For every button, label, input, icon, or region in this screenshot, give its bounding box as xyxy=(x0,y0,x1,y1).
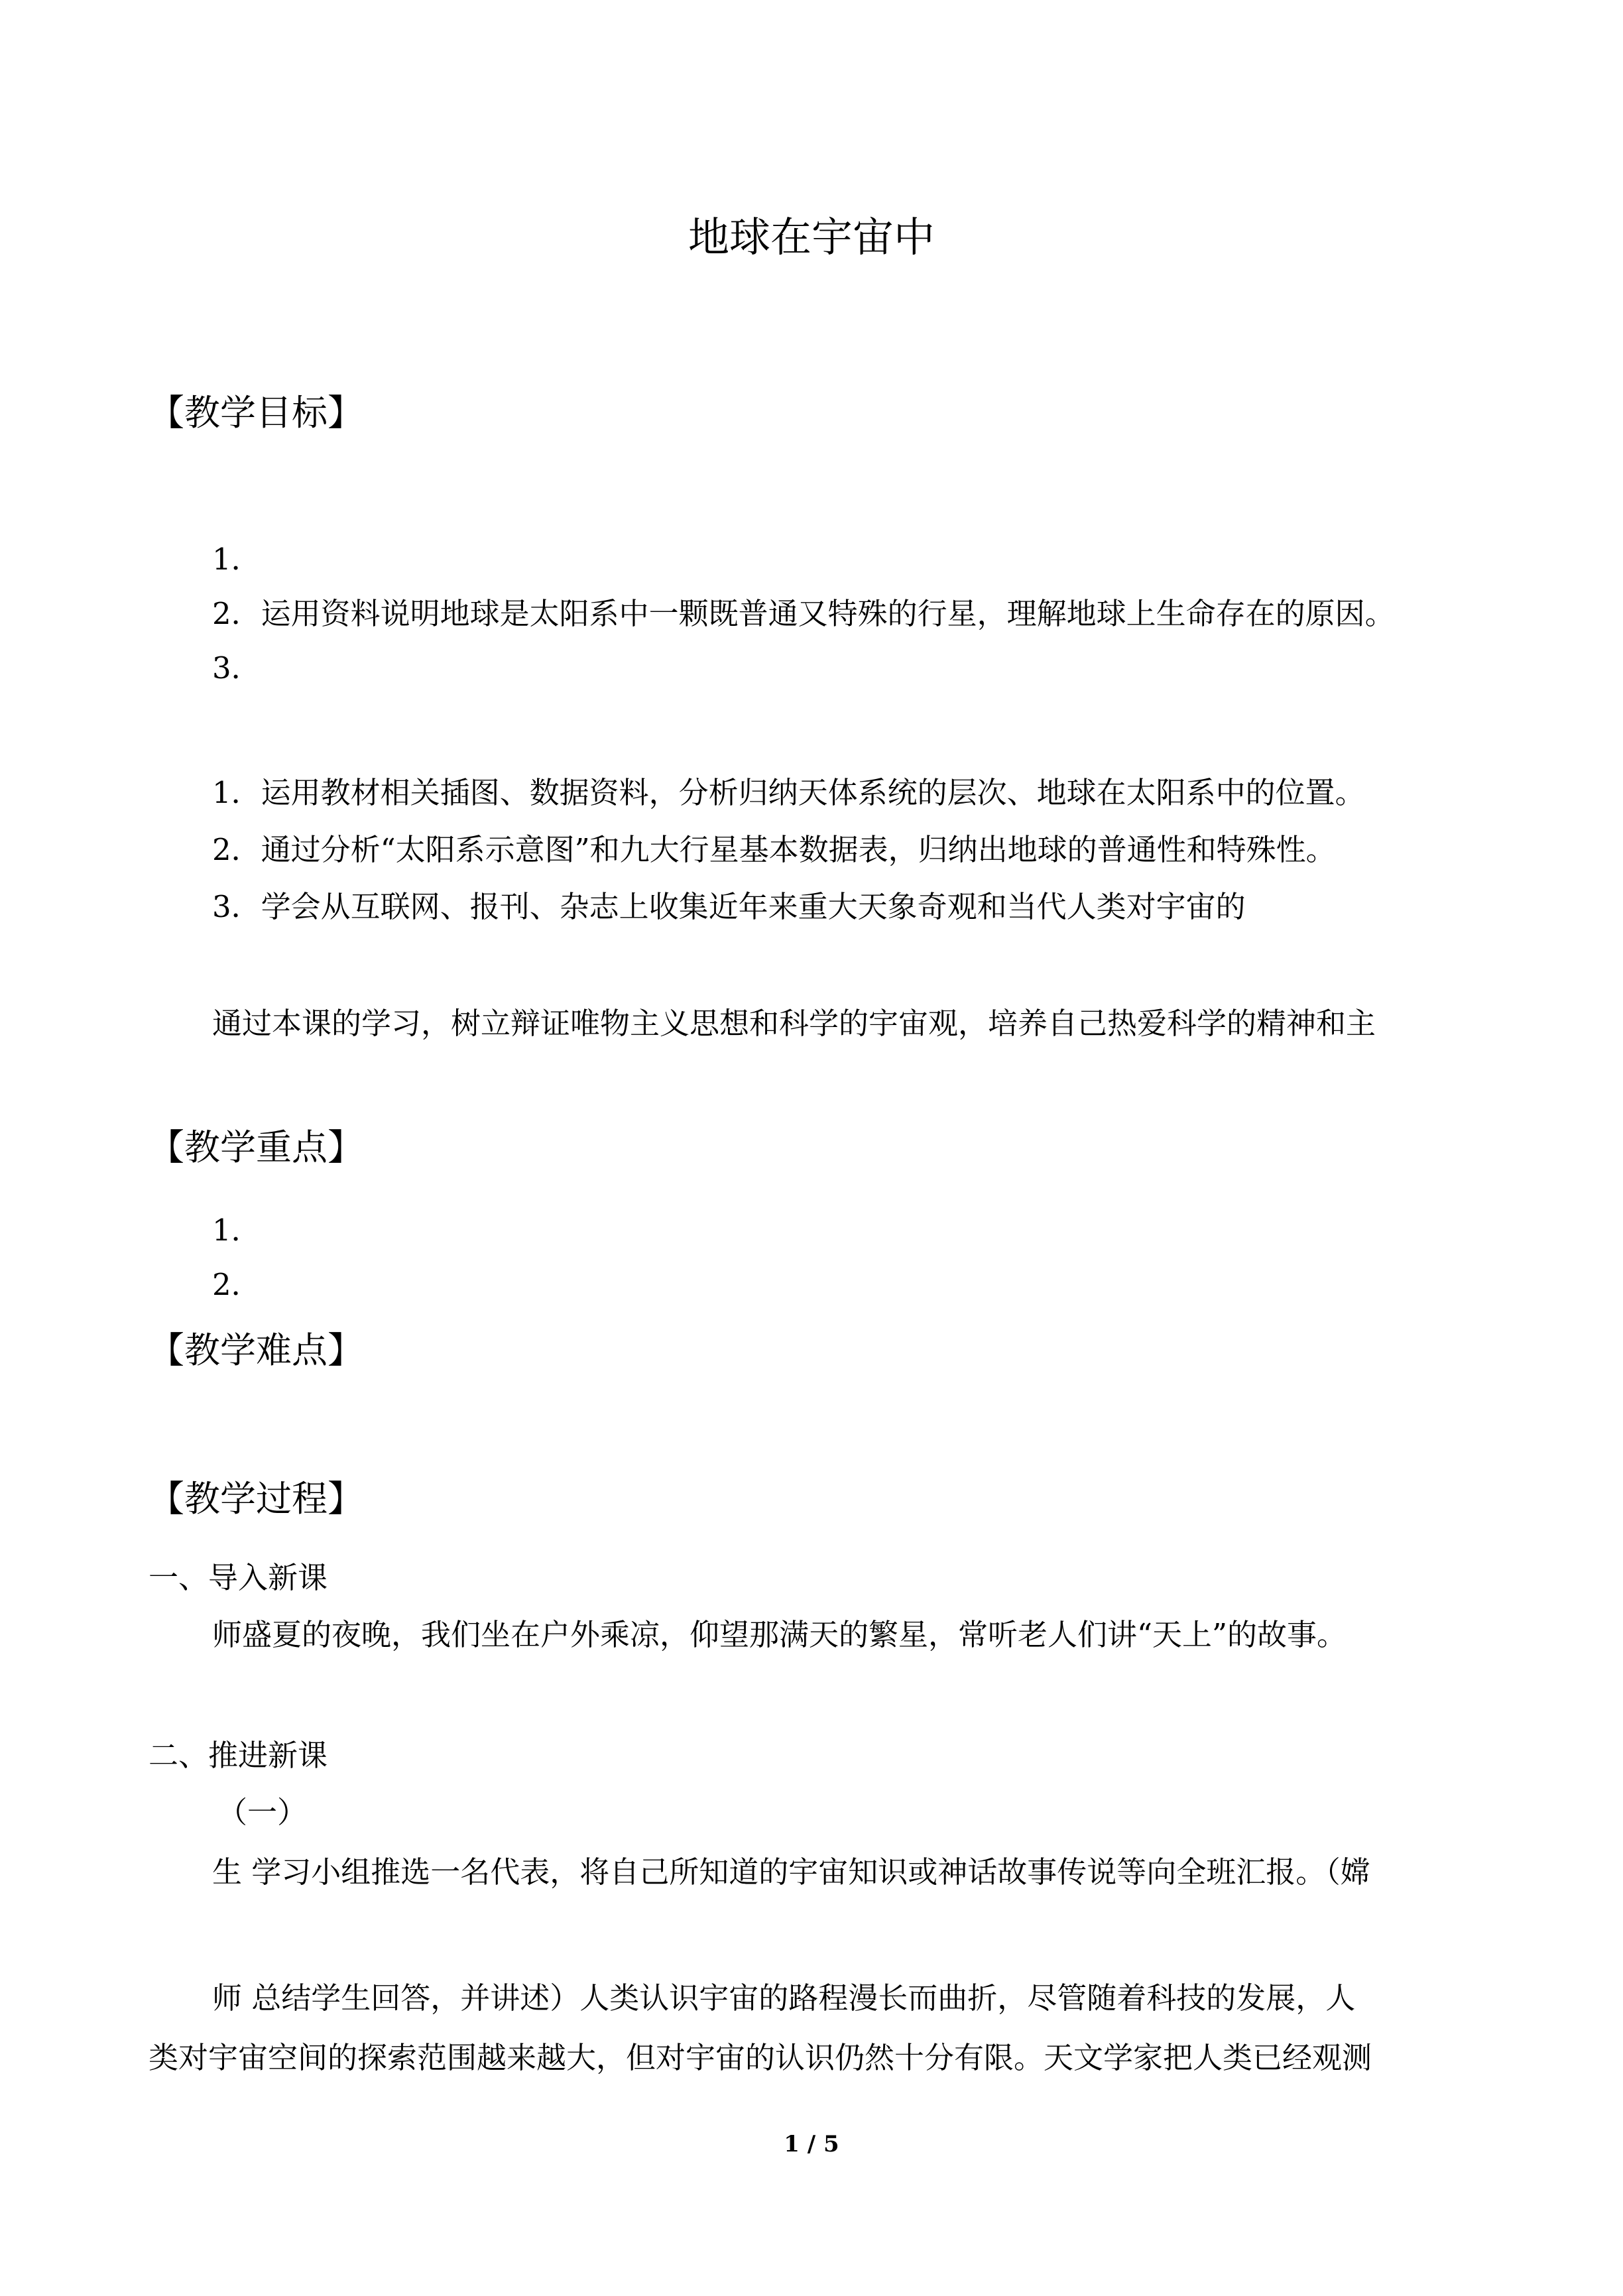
key-point-item-2: 2． xyxy=(212,1267,261,1302)
process-part1-text: 师盛夏的夜晚，我们坐在户外乘凉，仰望那满天的繁星，常听老人们讲“天上”的故事。 xyxy=(212,1617,1347,1652)
heading-key-points: 【教学重点】 xyxy=(149,1126,363,1168)
process-part2-heading: 二、推进新课 xyxy=(149,1738,328,1773)
process-teacher-line-1: 师 总结学生回答，并讲述）人类认识宇宙的路程漫长而曲折，尽管随着科技的发展，人 xyxy=(212,1980,1356,2016)
goal-knowledge-item-3: 3． xyxy=(212,650,261,686)
heading-teaching-goals: 【教学目标】 xyxy=(149,392,363,434)
process-part1-heading: 一、导入新课 xyxy=(149,1560,328,1595)
document-title: 地球在宇宙中 xyxy=(688,213,935,261)
key-point-item-1: 1． xyxy=(212,1213,261,1248)
goal-skill-item-2: 2．通过分析“太阳系示意图”和九大行星基本数据表，归纳出地球的普通性和特殊性。 xyxy=(212,832,1336,867)
goal-skill-item-3: 3．学会从互联网、报刊、杂志上收集近年来重大天象奇观和当代人类对宇宙的 xyxy=(212,889,1246,924)
process-part2-subheading: （一） xyxy=(217,1795,308,1830)
heading-difficulties: 【教学难点】 xyxy=(149,1329,363,1371)
process-student-text: 生 学习小组推选一名代表，将自己所知道的宇宙知识或神话故事传说等向全班汇报。（嫦 xyxy=(212,1854,1370,1890)
goal-knowledge-item-2: 2．运用资料说明地球是太阳系中一颗既普通又特殊的行星，理解地球上生命存在的原因。 xyxy=(212,596,1395,631)
heading-teaching-process: 【教学过程】 xyxy=(149,1478,363,1520)
goal-attitude-text: 通过本课的学习，树立辩证唯物主义思想和科学的宇宙观，培养自己热爱科学的精神和主 xyxy=(212,1006,1376,1041)
process-teacher-line-2: 类对宇宙空间的探索范围越来越大，但对宇宙的认识仍然十分有限。天文学家把人类已经观测 xyxy=(149,2040,1372,2075)
goal-knowledge-item-1: 1． xyxy=(212,542,261,577)
page-number: 1 / 5 xyxy=(784,2131,839,2157)
goal-skill-item-1: 1．运用教材相关插图、数据资料，分析归纳天体系统的层次、地球在太阳系中的位置。 xyxy=(212,775,1365,810)
